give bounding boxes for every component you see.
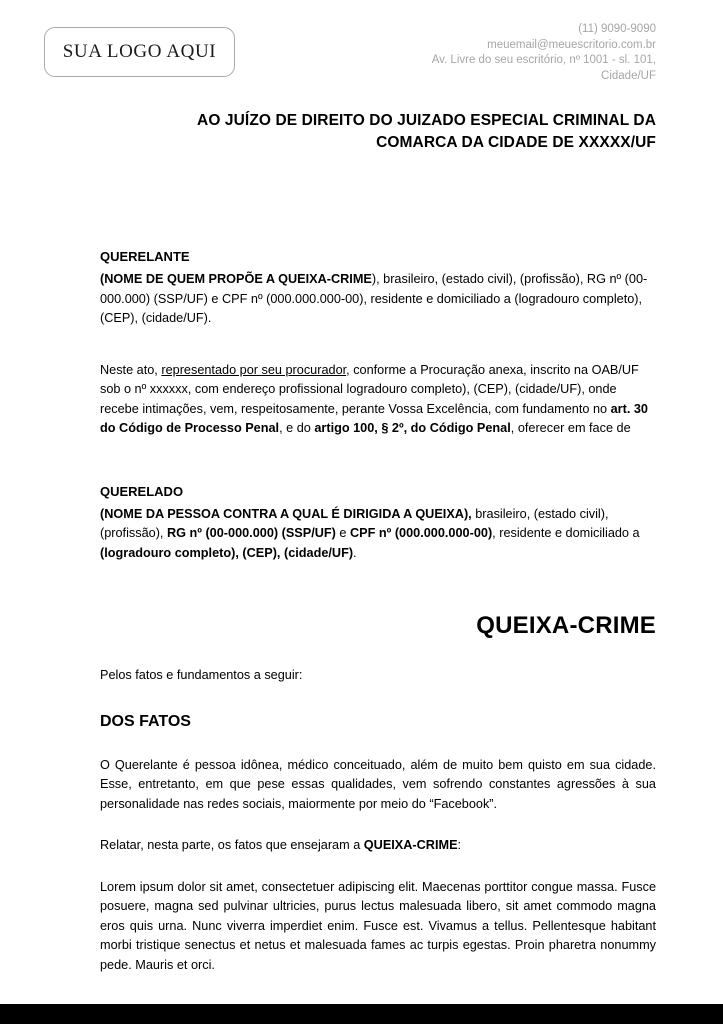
section-representacao: [100, 361, 656, 439]
section-intro-line: [100, 666, 656, 686]
addressee-title-line-2: COMARCA DA CIDADE DE XXXXX/UF: [376, 134, 656, 151]
querelado-rg: RG nº (00-000.000) (SSP/UF): [166, 526, 336, 540]
querelado-description: [100, 505, 656, 564]
facts-intro-paragraph: O Querelante é pessoa idônea, médico conceituado, além de muito bem quisto em sua cidade. Esse, entretanto, em que pese essas qualidades, vem sofrendo constantes agressões à sua personalidade nas redes sociais, maiormente por meio do “Facebook”.: [100, 757, 656, 811]
legal-reference-cp: artigo 100, § 2º, do Código Penal: [314, 421, 511, 435]
footer-bar: [0, 1004, 723, 1024]
addressee-title-line-1: AO JUÍZO DE DIREITO DO JUIZADO ESPECIAL CRIMINAL DA: [197, 112, 656, 129]
querelante-label: QUERELANTE: [100, 249, 190, 264]
contact-address-line-1: Av. Livre do seu escritório, nº 1001 - sl. 101,: [431, 54, 656, 66]
section-querelante: [100, 247, 656, 329]
document-content: [100, 0, 656, 975]
addressee-title: [100, 110, 656, 154]
querelado-label: QUERELADO: [100, 483, 184, 499]
heading-dos-fatos: DOS FATOS: [100, 712, 191, 730]
representacao-text-part-3: , e do: [279, 421, 315, 435]
section-querelado: [100, 482, 656, 564]
querelado-address: (logradouro completo), (CEP), (cidade/UF): [100, 545, 354, 560]
section-relatar: [100, 836, 656, 856]
relatar-queixa-crime-emphasis: QUEIXA-CRIME: [363, 838, 458, 852]
relatar-text-part-1: Relatar, nesta parte, os fatos que ensejaram a: [100, 838, 364, 852]
legal-reference-cpp: art. 30 do Código de Processo Penal: [100, 401, 648, 435]
querelado-segment-1: brasileiro, (estado civil), (profissão),: [100, 506, 609, 540]
representacao-paragraph: [100, 361, 656, 439]
section-lorem: [100, 878, 656, 976]
relatar-paragraph: [100, 836, 656, 856]
logo-placeholder-text: SUA LOGO AQUI: [62, 41, 217, 62]
contact-address-line-2: Cidade/UF: [601, 69, 656, 82]
contact-phone: (11) 9090-9090: [578, 23, 656, 35]
representacao-underlined-phrase: representado por seu procurador: [161, 362, 347, 377]
relatar-text-part-2: :: [457, 838, 462, 852]
querelado-cpf: CPF nº (000.000.000-00): [350, 526, 493, 540]
document-main-title: QUEIXA-CRIME: [476, 612, 656, 639]
lorem-paragraph: Lorem ipsum dolor sit amet, consectetuer adipiscing elit. Maecenas porttitor congue massa. Fusce posuere, magna sed pulvinar ultricies, purus lectus malesuada libero, sit amet commodo magna eros quis urna. Nunc viverra imperdiet enim. Fusce est. Vivamus a tellus. Pellentesque habitant morbi tristique senectus et netus et malesuada fames ac turpis egestas. Proin pharetra nonummy pede. Mauris et orci.: [100, 879, 656, 972]
querelante-description: [100, 270, 656, 329]
querelado-segment-2: e: [335, 526, 351, 540]
querelante-details: ), brasileiro, (estado civil), (profissão), RG nº (00-000.000) (SSP/UF) e CPF nº (000.000.000-00), residente e domiciliado a (logradouro completo), (CEP), (cidade/UF).: [100, 272, 648, 325]
querelado-name-placeholder: (NOME DA PESSOA CONTRA A QUAL É DIRIGIDA A QUEIXA),: [100, 506, 472, 521]
querelado-segment-3: , residente e domiciliado a: [492, 526, 640, 540]
representacao-text-part-2: , conforme a Procuração anexa, inscrito na OAB/UF sob o nº xxxxxx, com endereço profissional logradouro completo), (CEP), (cidade/UF), onde recebe intimações, vem, respeitosamente, perante Vossa Excelência, com fundamento no: [100, 362, 639, 416]
representacao-text-part-4: , oferecer em face de: [510, 421, 631, 435]
contact-email: meuemail@meuescritorio.com.br: [487, 38, 656, 51]
representacao-text-part-1: Neste ato,: [100, 362, 162, 377]
intro-line-text: Pelos fatos e fundamentos a seguir:: [100, 668, 303, 682]
section-facts-intro: [100, 756, 656, 815]
querelado-segment-4: .: [353, 545, 357, 560]
querelante-name-placeholder: (NOME DE QUEM PROPÕE A QUEIXA-CRIME: [100, 272, 372, 286]
